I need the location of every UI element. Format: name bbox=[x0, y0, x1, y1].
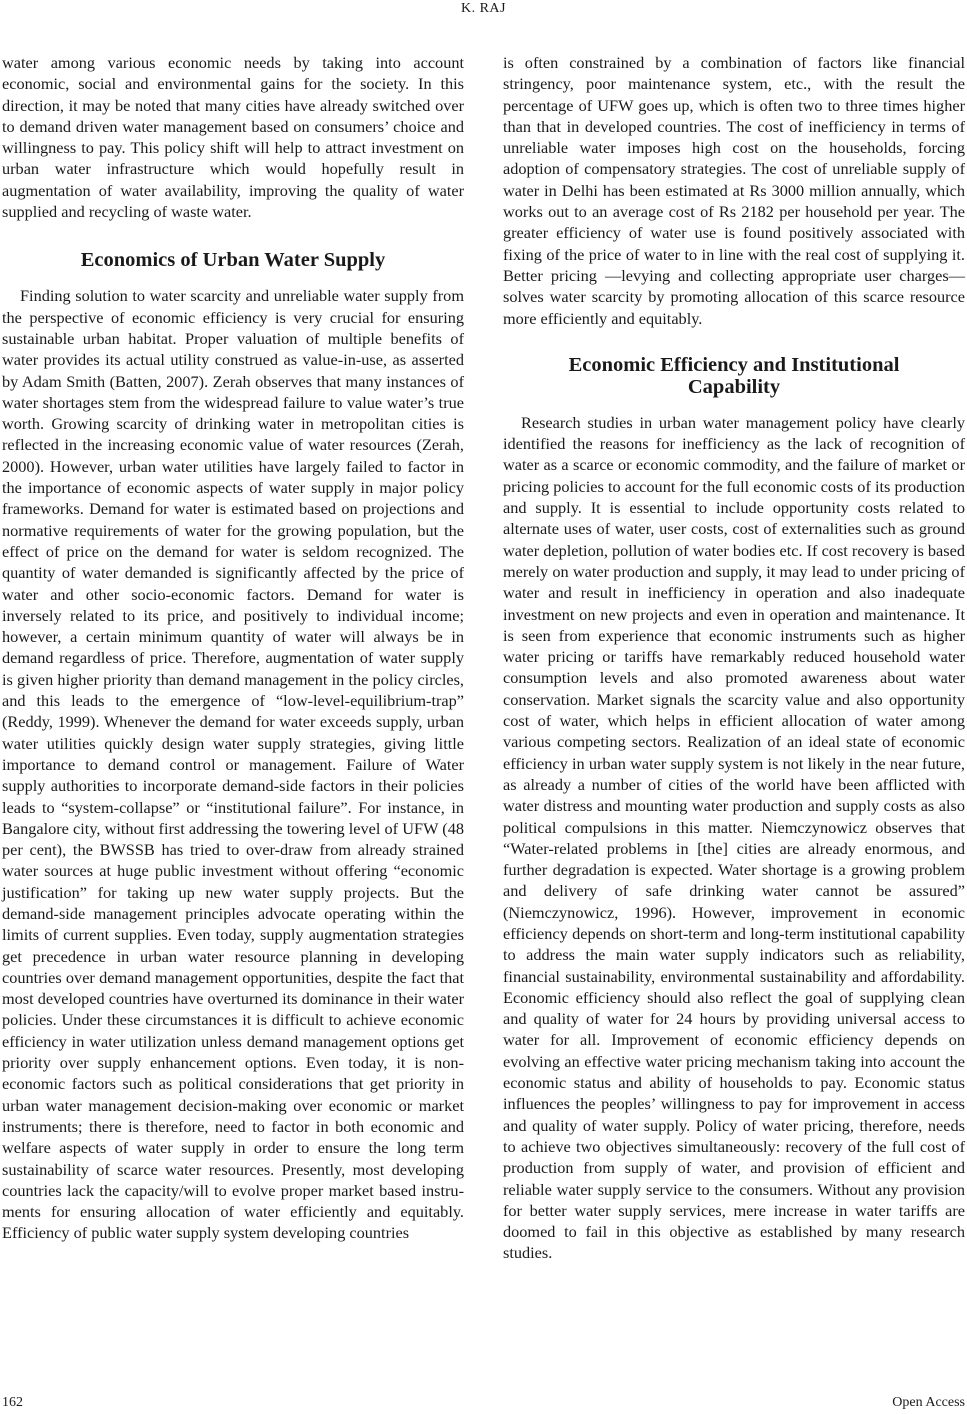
running-head: K. RAJ bbox=[460, 1, 506, 16]
section-heading-line1: Economic Efficiency and Institutional bbox=[568, 353, 900, 376]
open-access-label: Open Access bbox=[892, 1395, 965, 1410]
right-column bbox=[503, 52, 965, 1264]
body-paragraph: Finding solution to water scarcity and unreliable water supply from the perspective of economic efficiency is very crucial for ensuring sustainable urban habitat. Proper valuation of multiple benefits of water provides its actual utility construed as value-in-use, as asserted by Adam Smith (Batten, 2007). Zerah observes that many instances of water shortages stem from the widespread failure to value water’s true worth. Growing scarcity of drinking water in metropolitan cities is reflected in the increasing economic value of water resources (Zerah, 2000). However, urban water utilities have largely failed to factor in the importance of economic aspects of water supply in major policy frameworks. Demand for water is estimated based on projections and normative requirements of water for the growing population, but the effect of price on the demand for water is seldom recognized. The quantity of water demanded is significantly affected by the price of water and other socio-economic factors. Demand for water is inversely related to its price, and positively to individual income; however, a certain minimum quantity of water will always be in demand regardless of price. Therefore, augmentation of water supply is given higher priority than demand management in the policy circles, and this leads to the emergence of “low-level-equilibrium-trap” (Reddy, 1999). Whenever the demand for water exceeds supply, urban water utilities quickly design water supply strategies, giving little importance to demand control or management. Failure of Water supply authorities to incorporate demand-side factors in their policies leads to “system-collapse” or “institutional failure”. For instance, in Bangalore city, without first addressing the towering level of UFW (48 per cent), the BWSSB has tried to over-draw from already strained water sources at huge public investment without offering “economic justification” for taking up new water supply projects. But the demand-side management principles advocate operating within the limits of current supplies. Even today, supply augmentation strategies get precedence in urban water resource planning in developing countries over demand management opportunities, despite the fact that most developed countries have overturned its dominance in their water policies. Under these circumstances it is difficult to achieve economic efficiency in water utilization unless demand management options get priority over supply enhancement options. Even today, it is non-economic factors such as political considerations that get priority in urban water management decision-making over economic or market instruments; there is therefore, need to factor in both economic and welfare aspects of water supply in order to ensure the long term sustainability of scarce water resources. Presently, most developing countries lack the capacity/will to evolve proper market based instruments for ensuring allocation of water efficiently and equitably. Efficiency of public water supply system developing countries bbox=[2, 286, 464, 1243]
body-paragraph: is often constrained by a combination of factors like financial stringency, poor maintenance system, etc., with the result the percentage of UFW goes up, which is often two to three times higher than that in developed countries. The cost of inefficiency in terms of unreliable water imposes high cost on the households, forcing adoption of compensatory strategies. The cost of unreliable supply of water in Delhi has been estimated at Rs 3000 million annually, which works out to an average cost of Rs 2182 per household per year. The greater efficiency of water use is found positively associated with fixing of the price of water to in line with the real cost of supplying it. Better pricing —levying and collecting appropriate user charges—solves water scarcity by promoting allocation of this scarce resource more efficiently and equitably. bbox=[503, 53, 965, 328]
page-number: 162 bbox=[2, 1395, 23, 1410]
section-heading-line2: Capability bbox=[687, 375, 781, 398]
body-paragraph: Research studies in urban water management policy have clearly identified the reasons for inefficiency as the lack of recognition of water as a scarce or economic commodity, and the failure of market or pricing policies to account for the full economic costs of its production and supply. It is essential to include opportunity costs related to alternate uses of water, user costs, cost of externalities such as ground water depletion, pollution of water bodies etc. If cost recovery is based merely on water production and supply, it may lead to under pricing of water and result in inefficiency in operation and also inadequate investment on new projects and even in operation and maintenance. It is seen from experience that economic instruments such as higher water pricing or tariffs have remarkably reduced household water consumption levels and also promoted awareness about water conservation. Market signals the scarcity value and also opportunity cost of water, which helps in efficient allocation of water among various competing sectors. Realization of an ideal state of economic efficiency in urban water supply system is not likely in the near future, as already a number of cities of the world have been afflicted with water distress and mounting water production and supply costs as also political compulsions in this matter. Niemczynowicz observes that “Water-related problems in [the] cities are already enormous, and further degradation is expected. Water shortage is a growing problem and delivery of safe drinking water cannot be assured” (Niemczynowicz, 1996). However, improvement in economic efficiency depends on short-term and long-term institutional capability to address the main water supply indicators such as reliability, financial sustainability, environmental sustainability and affordability. Economic efficiency should also reflect the goal of supplying clean and quality of water for 24 hours by providing universal access to water for all. Improvement of economic efficiency depends on evolving an effective water pricing mechanism taking into account the economic status and ability of households to pay. Economic status influences the peoples’ willingness to pay for improvement in access and quality of water supply. Policy of water pricing, therefore, needs to achieve two objectives simultaneously: recovery of the full cost of production from supply of water, and provision of efficient and reliable water supply service to the consumers. Without any provision for better water supply services, mere increase in water tariffs are doomed to fail in this objective as established by many research studies. bbox=[503, 412, 965, 1263]
left-column bbox=[2, 52, 464, 1244]
section-heading: Economics of Urban Water Supply bbox=[80, 249, 386, 272]
body-paragraph: water among various economic needs by taking into account economic, social and environmental gains for the society. In this direction, it may be noted that many cities have already switched over to demand driven water management based on consumers’ choice and willingness to pay. This policy shift will help to attract investment on urban water infrastructure which would hopefully result in augmentation of water availability, improving the quality of water supplied and recycling of waste water. bbox=[2, 53, 464, 222]
section-heading bbox=[503, 354, 965, 398]
